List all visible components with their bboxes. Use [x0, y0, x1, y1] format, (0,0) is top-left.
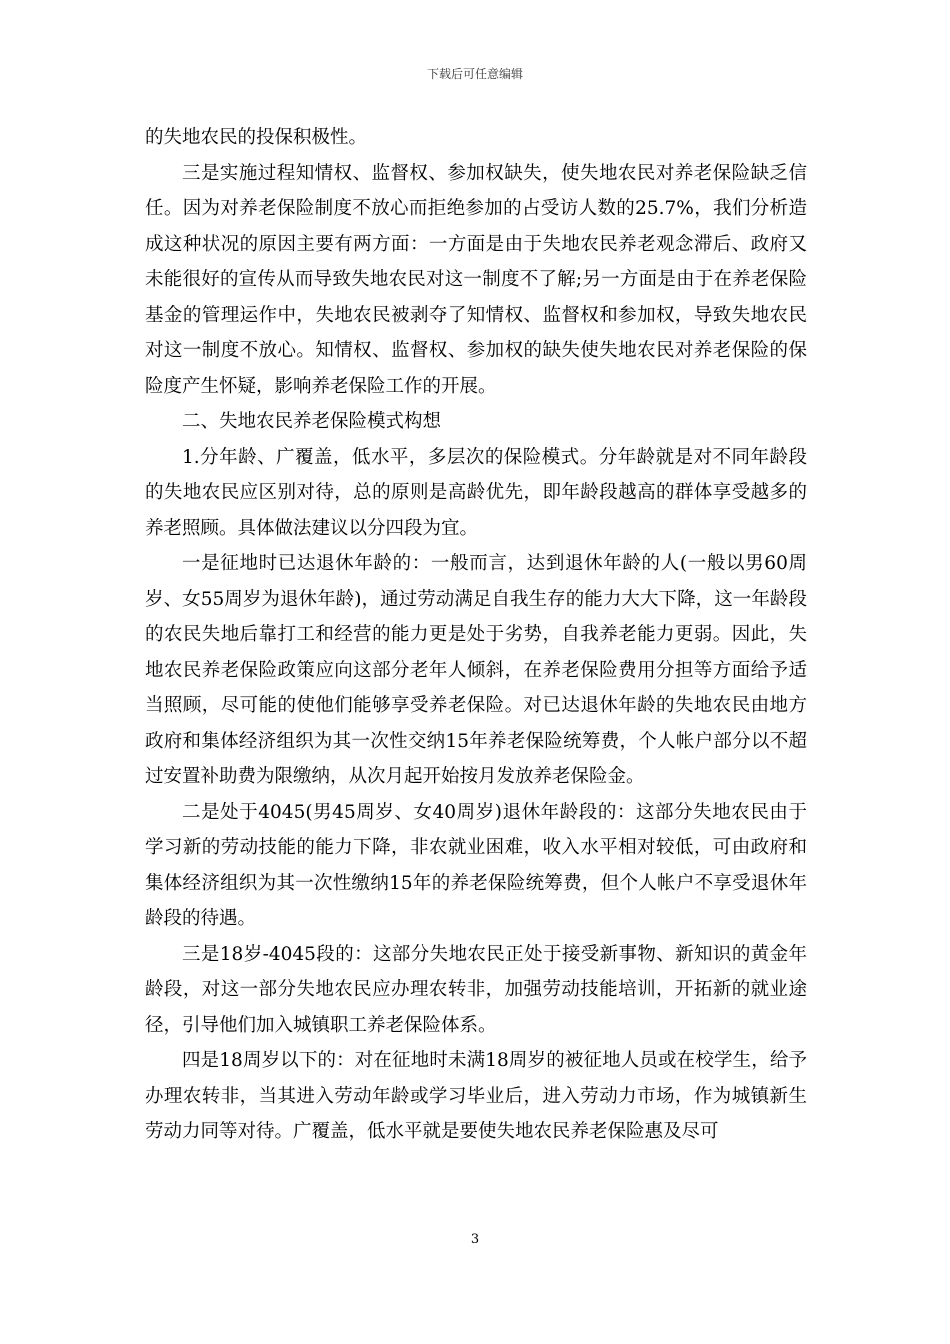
section-heading: 二、失地农民养老保险模式构想 — [182, 411, 442, 432]
paragraph: 四是18周岁以下的：对在征地时未满18周岁的被征地人员或在校学生，给予办理农转非，当其进入劳动年龄或学习毕业后，进入劳动力市场，作为城镇新生劳动力同等对待。广覆盖，低水平就是要使失地农民养老保险惠及尽可 — [145, 1050, 807, 1142]
paragraph: 二是处于4045(男45周岁、女40周岁)退休年龄段的：这部分失地农民由于学习新的劳动技能的能力下降，非农就业困难，收入水平相对较低，可由政府和集体经济组织为其一次性缴纳15年的养老保险统筹费，但个人帐户不享受退休年龄段的待遇。 — [145, 801, 807, 929]
paragraph: 三是18岁-4045段的：这部分失地农民正处于接受新事物、新知识的黄金年龄段，对这一部分失地农民应办理农转非，加强劳动技能培训，开拓新的就业途径，引导他们加入城镇职工养老保险体系。 — [145, 943, 807, 1036]
paragraph: 一是征地时已达退休年龄的：一般而言，达到退休年龄的人(一般以男60周岁、女55周岁为退休年龄)，通过劳动满足自我生存的能力大大下降，这一年龄段的农民失地后靠打工和经营的能力更是处于劣势，自我养老能力更弱。因此，失地农民养老保险政策应向这部分老年人倾斜，在养老保险费用分担等方面给予适当照顾，尽可能的使他们能够享受养老保险。对已达退休年龄的失地农民由地方政府和集体经济组织为其一次性交纳15年养老保险统筹费，个人帐户部分以不超过安置补助费为限缴纳，从次月起开始按月发放养老保险金。 — [145, 553, 807, 787]
paragraph: 1.分年龄、广覆盖，低水平，多层次的保险模式。分年龄就是对不同年龄段的失地农民应区别对待，总的原则是高龄优先，即年龄段越高的群体享受越多的养老照顾。具体做法建议以分四段为宜。 — [145, 446, 807, 539]
page-header-note: 下载后可任意编辑 — [426, 67, 523, 81]
paragraph: 三是实施过程知情权、监督权、参加权缺失，使失地农民对养老保险缺乏信任。因为对养老保险制度不放心而拒绝参加的占受访人数的25.7%，我们分析造成这种状况的原因主要有两方面：一方面是由于失地农民养老观念滞后、政府又未能很好的宣传从而导致失地农民对这一制度不了解;另一方面是由于在养老保险基金的管理运作中，失地农民被剥夺了知情权、监督权和参加权，导致失地农民对这一制度不放心。知情权、监督权、参加权的缺失使失地农民对养老保险的保险度产生怀疑，影响养老保险工作的开展。 — [145, 162, 807, 397]
page-number: 3 — [470, 1232, 480, 1247]
document-body — [145, 120, 807, 1150]
paragraph: 的失地农民的投保积极性。 — [145, 127, 368, 148]
